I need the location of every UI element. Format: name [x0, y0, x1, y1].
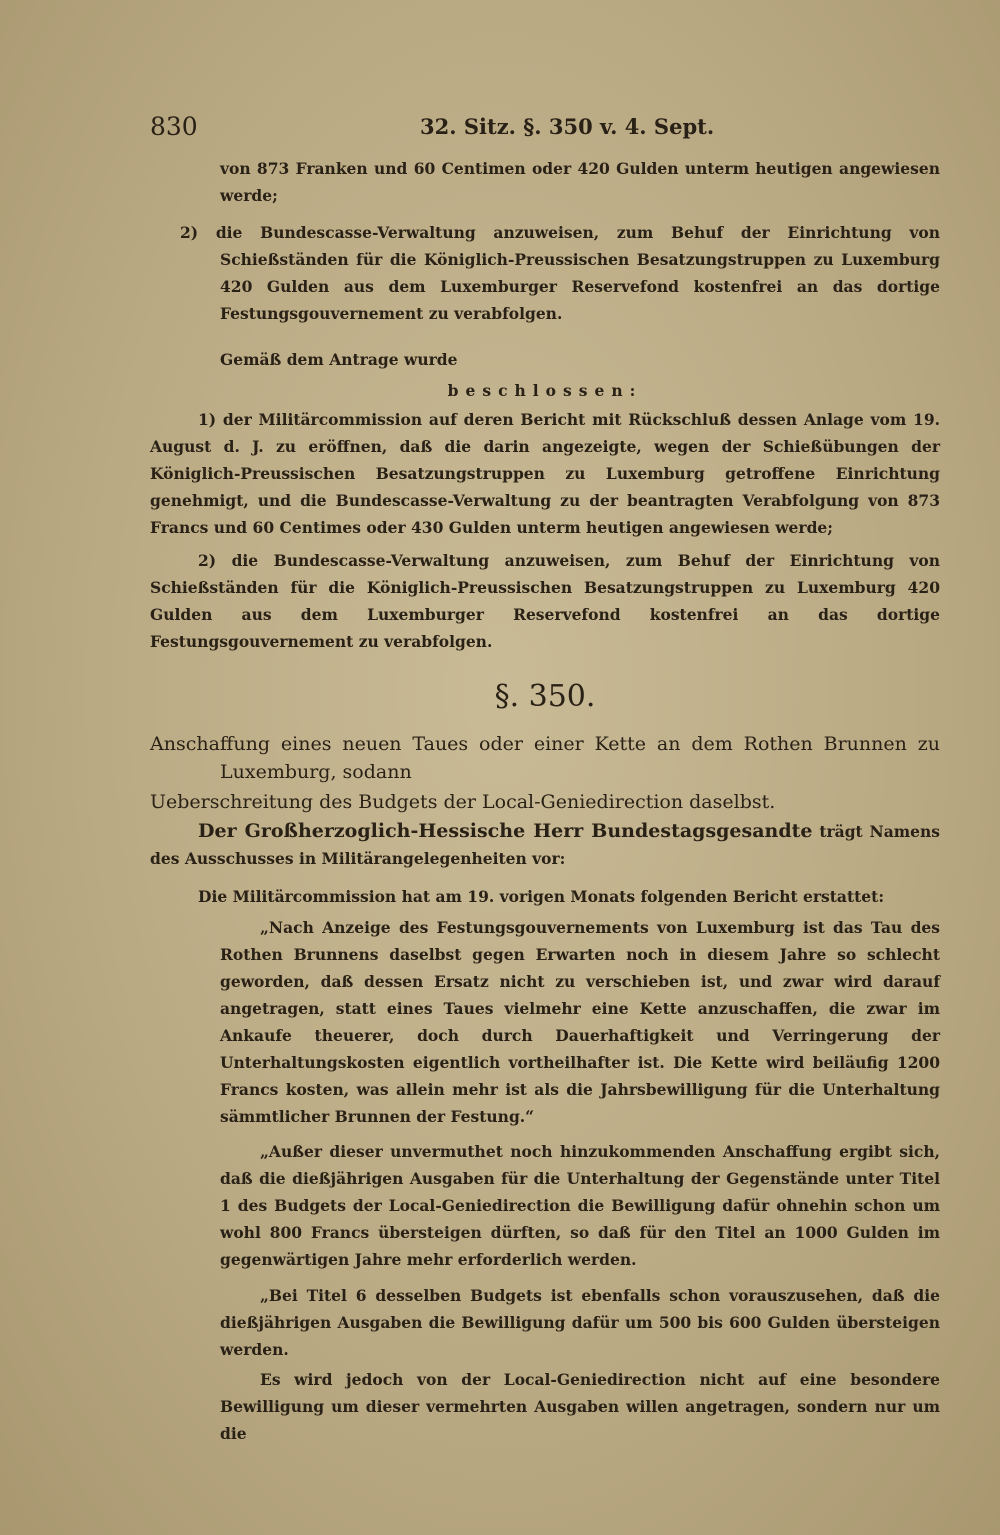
page-number: 830 [150, 112, 198, 141]
speaker-text: trägt Namens des Ausschusses in Militärangelegenheiten vor: [150, 822, 940, 868]
section-heading-1: Anschaffung eines neuen Taues oder einer Kette an dem Rothen Brunnen zu Luxemburg, sodann [150, 733, 940, 783]
report-quote-2: „Außer dieser unvermuthet noch hinzukommenden Anschaffung ergibt sich, daß die dießjährigen Ausgaben für die Unterhaltung der Gegenstände unter Titel 1 des Budgets der Local-Geniedirection die Bewilligung dafür ohnehin schon um wohl 800 Francs übersteigen dürften, so daß für den Titel an 1000 Gulden im gegenwärtigen Jahre mehr erforderlich werden. [220, 1142, 940, 1269]
resolution-item-1: 1) der Militärcommission auf deren Bericht mit Rückschluß dessen Anlage vom 19. August d. J. zu eröffnen, daß die darin angezeigte, wegen der Schießübungen der Königlich-Preussischen Besatzungstruppen zu Luxemburg getroffene Einrichtung genehmigt, und die Bundescasse-Verwaltung zu der beantragten Verabfolgung von 873 Francs und 60 Centimes oder 430 Gulden unterm heutigen angewiesen werde; [150, 410, 940, 537]
section-number: §. 350. [494, 679, 596, 714]
paragraph-item-2: 2) die Bundescasse-Verwaltung anzuweisen, zum Behuf der Einrichtung von Schießständen für die Königlich-Preussischen Besatzungstruppen zu Luxemburg 420 Gulden aus dem Luxemburger Reservefond kostenfrei an das dortige Festungsgouvernement zu verabfolgen. [180, 223, 940, 323]
speaker-title: Der Großherzoglich-Hessische Herr Bundestagsgesandte [198, 820, 813, 842]
page-header [150, 112, 940, 142]
commission-report-intro: Die Militärcommission hat am 19. vorigen Monats folgenden Bericht erstattet: [198, 887, 885, 906]
report-quote-3: „Bei Titel 6 desselben Budgets ist ebenfalls schon vorauszusehen, daß die dießjährigen Ausgaben die Bewilligung dafür um 500 bis 600 Gulden übersteigen werden. [220, 1286, 940, 1359]
running-head: 32. Sitz. §. 350 v. 4. Sept. [420, 114, 715, 139]
paragraph-intro: Gemäß dem Antrage wurde [220, 350, 458, 369]
paragraph-continuation: von 873 Franken und 60 Centimen oder 420 Gulden unterm heutigen angewiesen werde; [220, 159, 940, 205]
section-heading-2: Ueberschreitung des Budgets der Local-Geniedirection daselbst. [150, 791, 776, 813]
resolution-heading: beschlossen: [447, 381, 643, 400]
report-quote-1: „Nach Anzeige des Festungsgouvernements von Luxemburg ist das Tau des Rothen Brunnens daselbst gegen Erwarten noch in diesem Jahre so schlecht geworden, daß dessen Ersatz nicht zu verschieben ist, und zwar wird darauf angetragen, statt eines Taues vielmehr eine Kette anzuschaffen, die zwar im Ankaufe theuerer, doch durch Dauerhaftigkeit und Verringerung der Unterhaltungskosten eigentlich vortheilhafter ist. Die Kette wird beiläufig 1200 Francs kosten, was allein mehr ist als die Jahrsbewilligung für die Unterhaltung sämmtlicher Brunnen der Festung.“ [220, 918, 940, 1126]
speaker-paragraph [150, 818, 940, 872]
resolution-item-2: 2) die Bundescasse-Verwaltung anzuweisen, zum Behuf der Einrichtung von Schießständen für die Königlich-Preussischen Besatzungstruppen zu Luxemburg 420 Gulden aus dem Luxemburger Reservefond kostenfrei an das dortige Festungsgouvernement zu verabfolgen. [150, 551, 940, 651]
report-quote-4: Es wird jedoch von der Local-Geniedirection nicht auf eine besondere Bewilligung um dieser vermehrten Ausgaben willen angetragen, sondern nur um die [220, 1370, 940, 1443]
